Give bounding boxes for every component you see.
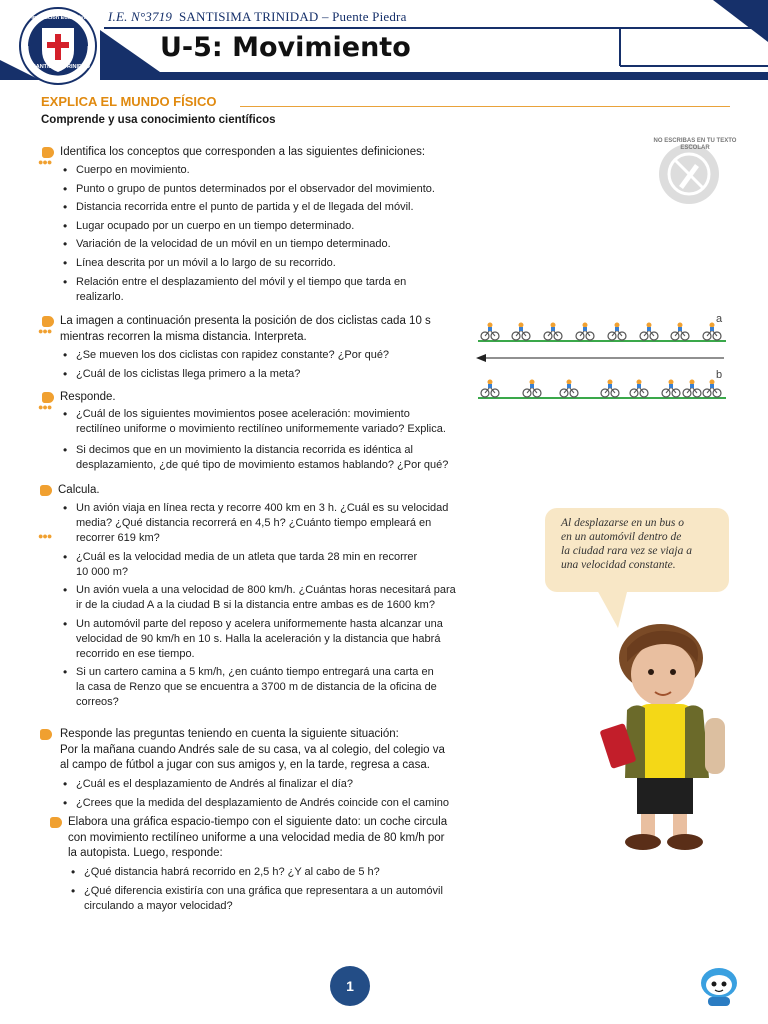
list-item xyxy=(60,407,500,437)
q1-list xyxy=(60,163,480,308)
cyclist-icon xyxy=(560,380,578,398)
dots-icon: ●●● xyxy=(38,326,52,336)
dots-icon: ●●● xyxy=(38,531,52,541)
question-bullet-icon xyxy=(40,729,52,740)
cyclist-icon xyxy=(662,380,680,398)
list-item: • Cuerpo en movimiento. xyxy=(60,163,480,178)
school-full-name: SANTISIMA TRINIDAD – Puente Piedra xyxy=(179,9,407,24)
q5-heading: Responde las preguntas teniendo en cuenta la siguiente situación: xyxy=(60,728,399,740)
q4-item-4-line: Un automóvil parte del reposo y acelera uniformemente hasta alcanzar una xyxy=(76,617,443,630)
q4-item-1-line: media? ¿Qué distancia recorrerá en 4,5 h? ¿Cuánto tiempo empleará en xyxy=(76,517,432,529)
q4-item-3-line: ir de la ciudad A a la ciudad B si la distancia entre ambas es de 1600 km? xyxy=(76,599,435,612)
q4-item-1-line: Un avión viaja en línea recta y recorre 400 km en 3 h. ¿Cuál es su velocidad xyxy=(76,502,449,514)
mascot-icon xyxy=(696,965,742,1007)
q3-item-1a: ¿Cuál de los siguientes movimientos posee aceleración: movimiento xyxy=(76,408,410,420)
cyclist-b-label: b xyxy=(716,369,723,381)
list-item: • Lugar ocupado por un cuerpo en un tiempo determinado. xyxy=(60,219,480,234)
bubble-line: una velocidad constante. xyxy=(561,559,676,571)
list-item: • Relación entre el desplazamiento del móvil y el tiempo que tarda en realizarlo. xyxy=(60,275,456,305)
list-item xyxy=(60,617,500,662)
cyclist-icon xyxy=(671,323,689,341)
list-item: • ¿Crees que la medida del desplazamiento de Andrés coincide con el camino xyxy=(60,796,500,811)
q4-item-5-line: Si un cartero camina a 5 km/h, ¿en cuánto tiempo entregará una carta en xyxy=(76,666,434,679)
list-item: • Variación de la velocidad de un móvil en un tiempo determinado. xyxy=(60,237,480,252)
q4-item-5-line: correos? xyxy=(76,696,119,709)
list-item: • ¿Se mueven los dos ciclistas con rapidez constante? ¿Por qué? xyxy=(60,348,480,363)
bubble-line: la ciudad rara vez se viaja a xyxy=(561,545,692,557)
cyclist-icon xyxy=(608,323,626,341)
dots-icon: ●●● xyxy=(38,157,52,167)
crest-top-text: Institución Educativa xyxy=(31,15,87,21)
q5-list xyxy=(60,777,500,814)
dots-icon: ●●● xyxy=(38,402,52,412)
list-item xyxy=(68,884,508,914)
q4-item-2-line: 10 000 m? xyxy=(76,565,128,578)
q3-item-2b: desplazamiento, ¿de qué tipo de movimiento estamos hablando? ¿Por qué? xyxy=(76,459,449,471)
q2-heading-2: mientras recorren la misma distancia. Interpreta. xyxy=(60,331,307,343)
q5-text-2: al campo de fútbol a jugar con sus amigos y, en la tarde, regresa a casa. xyxy=(60,759,430,771)
section-title: EXPLICA EL MUNDO FÍSICO xyxy=(41,94,217,109)
q6-heading-2: con movimiento rectilíneo uniforme a una velocidad media de 80 km/h por xyxy=(68,832,445,844)
q4-item-4-line: velocidad de 90 km/h en 10 s. Halla la aceleración y la distancia que habrá xyxy=(76,632,441,645)
q6-item-2a: ¿Qué diferencia existiría con una gráfica que representara a un automóvil xyxy=(84,885,443,897)
q3-heading: Responde. xyxy=(60,391,116,403)
cyclist-icon xyxy=(523,380,541,398)
cyclist-icon xyxy=(703,380,721,398)
crest-ring-text: SANTISIMA TRINIDAD xyxy=(32,64,90,70)
cyclist-icon xyxy=(640,323,658,341)
list-item xyxy=(60,583,500,613)
list-item: • ¿Cuál de los ciclistas llega primero a la meta? xyxy=(60,367,480,382)
bubble-line: en un automóvil dentro de xyxy=(561,531,682,543)
q3-item-1b: rectilíneo uniforme o movimiento rectilíneo uniformemente variado? Explica. xyxy=(76,423,446,435)
cyclist-icon xyxy=(703,323,721,341)
cyclist-icon xyxy=(481,323,499,341)
q4-item-1-line: recorrer 619 km? xyxy=(76,532,160,544)
cyclist-icon xyxy=(481,380,499,398)
boy-character-illustration xyxy=(585,618,745,858)
q5-text-1: Por la mañana cuando Andrés sale de su casa, va al colegio, del colegio va xyxy=(60,744,445,756)
cyclist-icon xyxy=(683,380,701,398)
list-item xyxy=(60,443,500,473)
cyclist-a-label: a xyxy=(716,313,723,325)
list-item: • Punto o grupo de puntos determinados por el observador del movimiento. xyxy=(60,182,480,197)
school-number: I.E. N°3719 xyxy=(108,9,173,24)
q6-heading-3: la autopista. Luego, responde: xyxy=(68,847,223,859)
list-item: • ¿Qué distancia habrá recorrido en 2,5 h? ¿Y al cabo de 5 h? xyxy=(68,865,508,880)
cyclist-icon xyxy=(630,380,648,398)
q4-list xyxy=(60,501,500,714)
q2-heading-1: La imagen a continuación presenta la posición de dos ciclistas cada 10 s xyxy=(60,315,431,327)
question-bullet-icon xyxy=(50,817,62,828)
cyclist-icon xyxy=(576,323,594,341)
list-item: • ¿Cuál es el desplazamiento de Andrés al finalizar el día? xyxy=(60,777,500,792)
school-name xyxy=(108,9,407,25)
stamp-text: NO ESCRIBAS EN TU TEXTO ESCOLAR xyxy=(653,138,737,151)
list-item: • Línea descrita por un móvil a lo largo de su recorrido. xyxy=(60,256,480,271)
cyclist-icon xyxy=(512,323,530,341)
q4-item-5-line: la casa de Renzo que se encuentra a 3700 m de distancia de la oficina de xyxy=(76,681,437,694)
cyclists-diagram xyxy=(474,318,730,402)
section-subtitle: Comprende y usa conocimiento científicos xyxy=(41,114,276,126)
q4-item-3-line: Un avión vuela a una velocidad de 800 km/h. ¿Cuántas horas necesitará para xyxy=(76,584,456,597)
question-bullet-icon xyxy=(40,485,52,496)
list-item: • Distancia recorrida entre el punto de partida y el de llegada del móvil. xyxy=(60,200,480,215)
bubble-line: Al desplazarse en un bus o xyxy=(561,517,684,529)
speech-bubble-text xyxy=(561,516,726,572)
q3-item-2a: Si decimos que en un movimiento la distancia recorrida es idéntica al xyxy=(76,444,413,456)
unit-title: U-5: Movimiento xyxy=(160,32,411,63)
page-number: 1 xyxy=(330,966,370,1006)
q4-heading: Calcula. xyxy=(58,484,100,496)
q6-item-2b: circulando a mayor velocidad? xyxy=(84,900,233,912)
q3-list xyxy=(60,407,500,477)
q1-heading: Identifica los conceptos que corresponden a las siguientes definiciones: xyxy=(60,146,426,158)
q4-item-4-line: recorrido en ese tiempo. xyxy=(76,647,195,660)
list-item xyxy=(60,550,500,580)
list-item xyxy=(60,665,500,710)
q2-list xyxy=(60,348,480,385)
cyclist-icon xyxy=(601,380,619,398)
section-divider xyxy=(240,106,730,107)
q4-item-2-line: ¿Cuál es la velocidad media de un atleta que tarda 28 min en recorrer xyxy=(76,550,418,563)
q6-list xyxy=(68,865,508,918)
list-item xyxy=(60,501,500,546)
q6-heading-1: Elabora una gráfica espacio-tiempo con el siguiente dato: un coche circula xyxy=(68,816,448,828)
cyclist-icon xyxy=(544,323,562,341)
